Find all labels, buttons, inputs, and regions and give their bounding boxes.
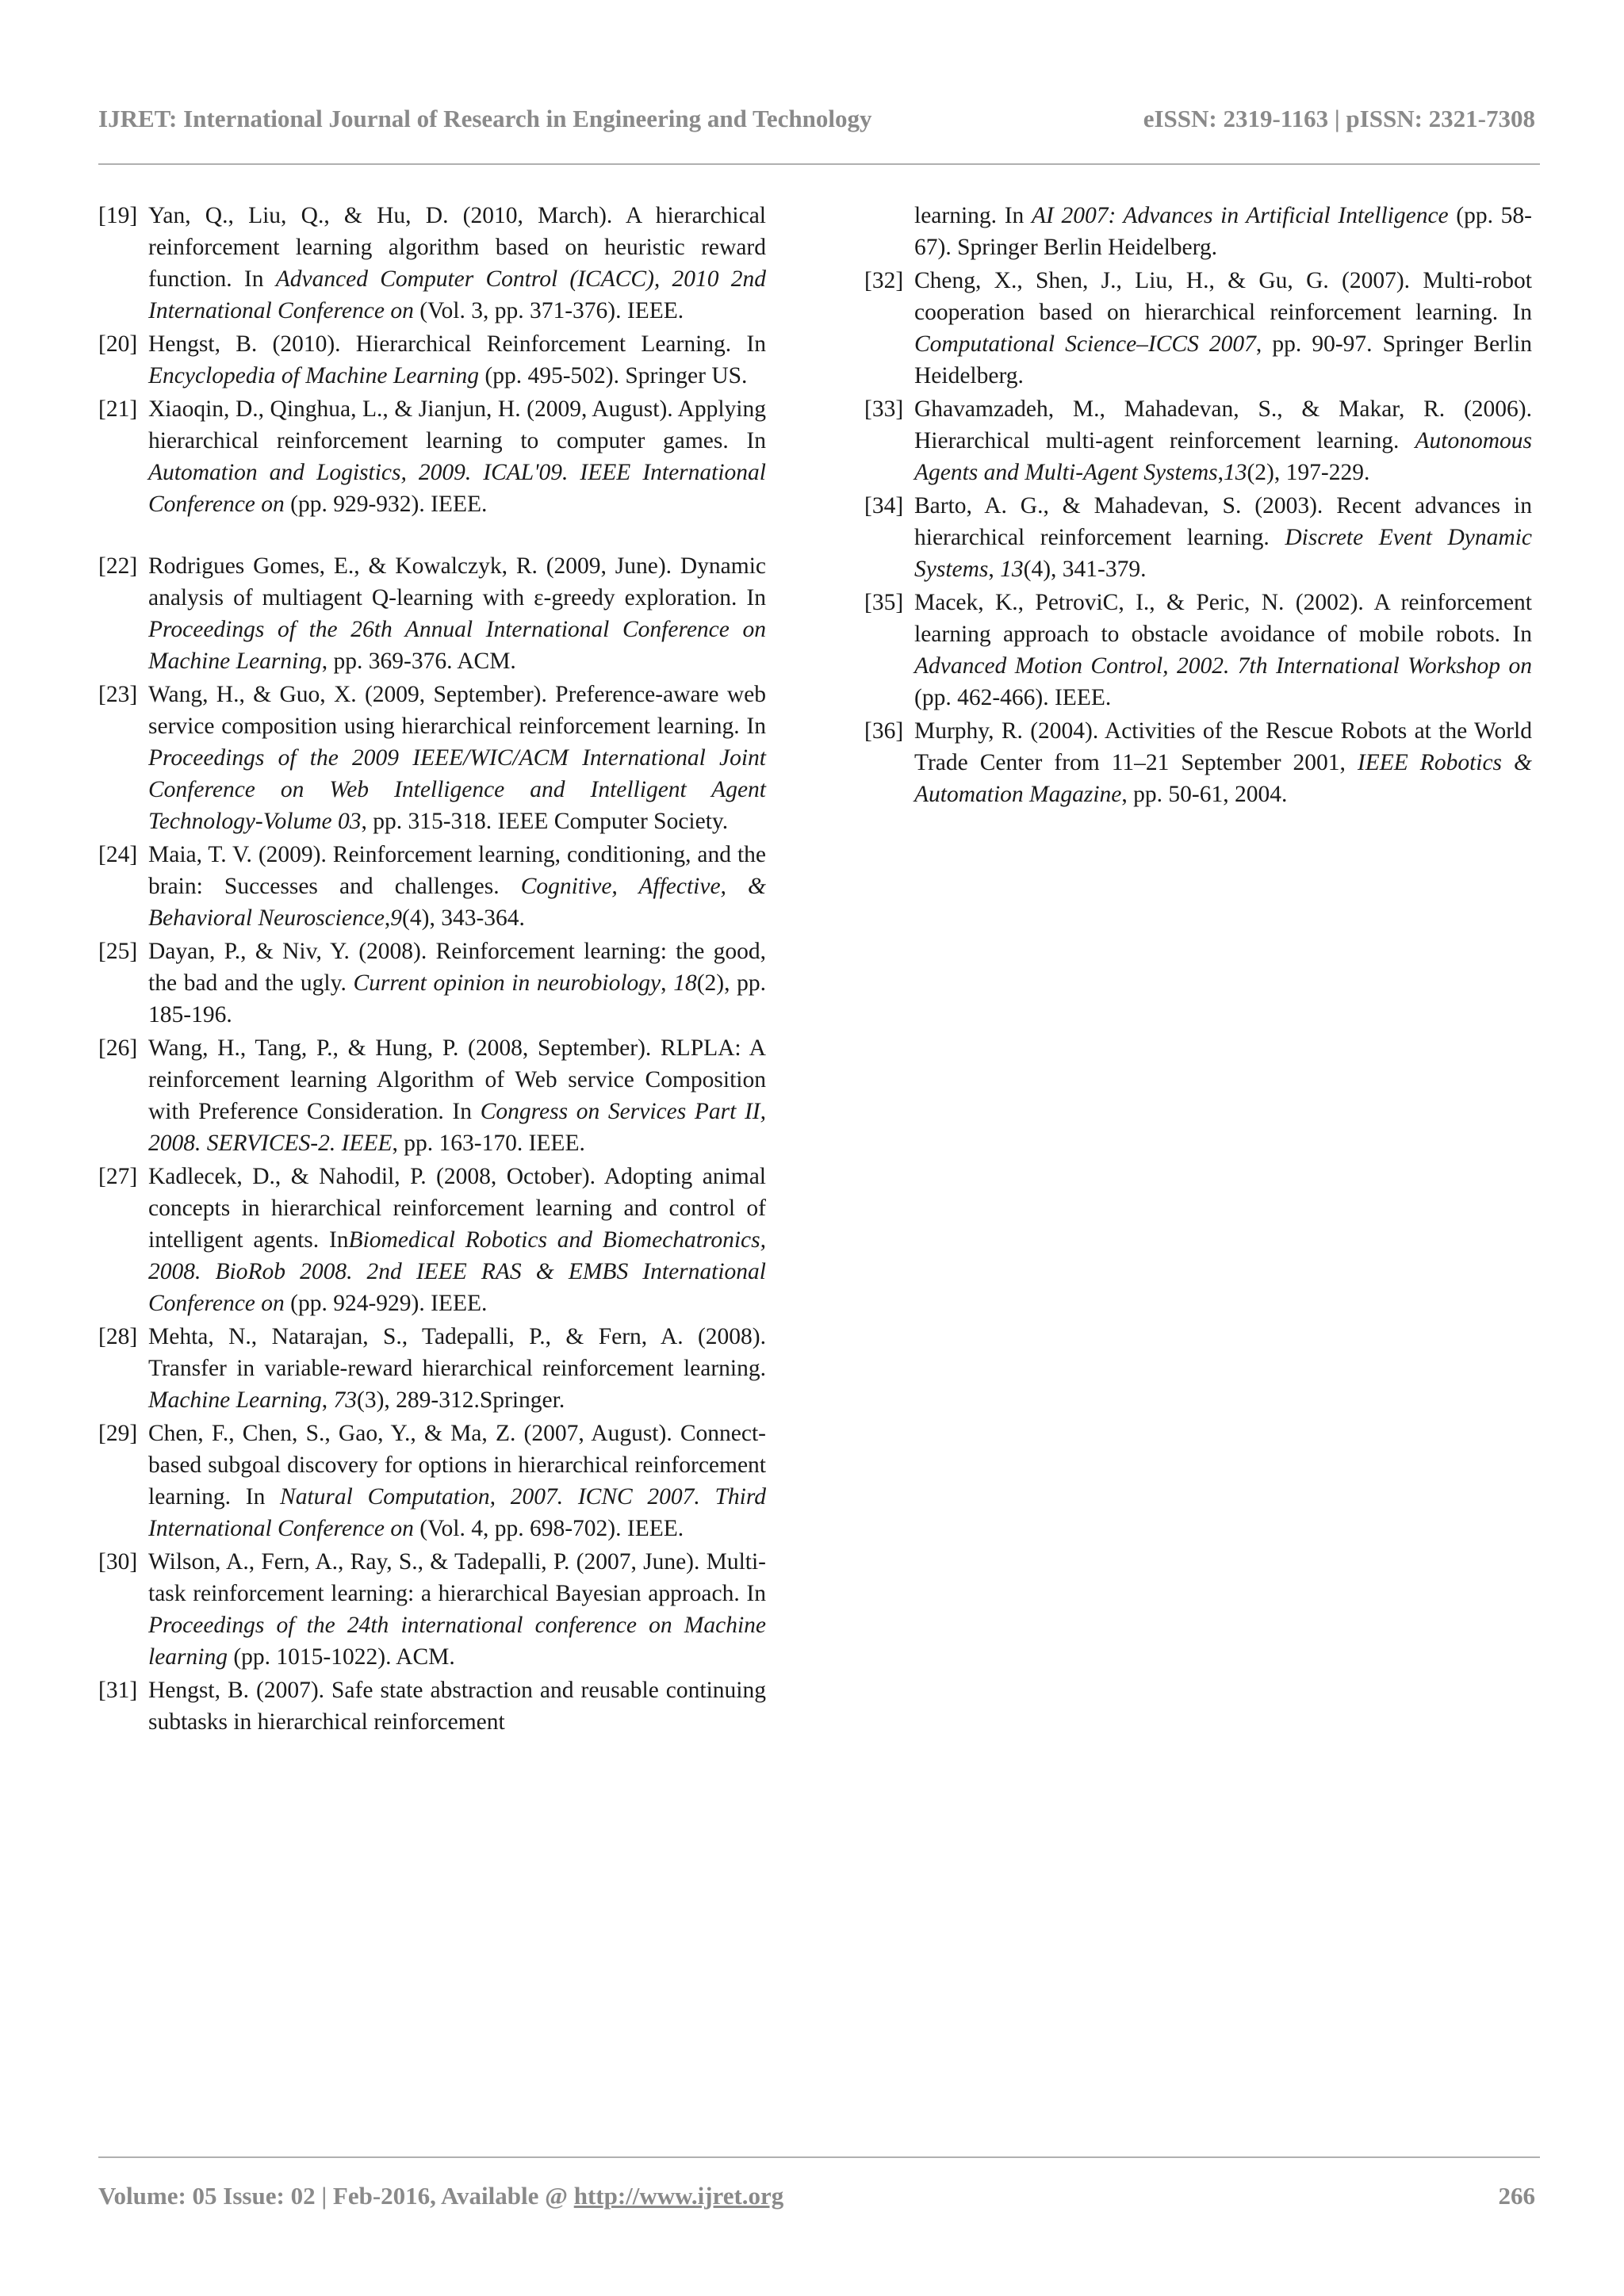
journal-title: IJRET: International Journal of Research in Engineering and Technology bbox=[98, 105, 872, 132]
reference-text: Wang, H., Tang, P., & Hung, P. (2008, September). RLPLA: A reinforcement learning Algorithm of Web service Composition with Preference Consideration. In Congress on Services Part II, 2008. SERVICES-2. IEEE, pp. 163-170. IEEE. bbox=[148, 1035, 766, 1156]
reference-text: Barto, A. G., & Mahadevan, S. (2003). Recent advances in hierarchical reinforcement learning. Discrete Event Dynamic Systems, 13(4), 341-379. bbox=[914, 493, 1532, 582]
reference-text: Chen, F., Chen, S., Gao, Y., & Ma, Z. (2007, August). Connect-based subgoal discovery for options in hierarchical reinforcement learning. In Natural Computation, 2007. ICNC 2007. Third International Conference on (Vol. 4, pp. 698-702). IEEE. bbox=[148, 1421, 766, 1541]
reference-number: [22] bbox=[98, 553, 138, 579]
issn-label: eISSN: 2319-1163 | pISSN: 2321-7308 bbox=[1143, 105, 1535, 132]
reference-item bbox=[864, 393, 1532, 488]
reference-item bbox=[864, 265, 1532, 392]
reference-item bbox=[864, 715, 1532, 810]
reference-item bbox=[864, 490, 1532, 585]
reference-item bbox=[98, 328, 766, 392]
reference-item bbox=[98, 679, 766, 837]
reference-item bbox=[98, 393, 766, 520]
reference-text: Macek, K., PetroviC, I., & Peric, N. (2002). A reinforcement learning approach to obstacle avoidance of mobile robots. In Advanced Motion Control, 2002. 7th International Workshop on (pp. 462-466). IEEE. bbox=[914, 590, 1532, 710]
reference-item bbox=[98, 839, 766, 934]
reference-item bbox=[98, 1674, 766, 1738]
reference-text: Ghavamzadeh, M., Mahadevan, S., & Makar, R. (2006). Hierarchical multi-agent reinforcement learning. Autonomous Agents and Multi-Agent Systems,13(2), 197-229. bbox=[914, 396, 1532, 485]
reference-text: Xiaoqin, D., Qinghua, L., & Jianjun, H. (2009, August). Applying hierarchical reinforcement learning to computer games. In Automation and Logistics, 2009. ICAL'09. IEEE International Conference on (pp. 929-932). IEEE. bbox=[148, 396, 766, 517]
reference-number: [20] bbox=[98, 331, 138, 357]
footer-divider bbox=[98, 2156, 1540, 2158]
reference-number: [24] bbox=[98, 842, 138, 867]
reference-number: [26] bbox=[98, 1035, 138, 1061]
page-footer bbox=[98, 2177, 1535, 2215]
reference-number: [36] bbox=[864, 718, 904, 744]
references-right-column bbox=[864, 200, 1532, 812]
reference-number: [35] bbox=[864, 590, 904, 615]
reference-item bbox=[864, 587, 1532, 714]
reference-item bbox=[98, 1161, 766, 1319]
reference-text: Murphy, R. (2004). Activities of the Rescue Robots at the World Trade Center from 11–21 September 2001, IEEE Robotics & Automation Magazine, pp. 50-61, 2004. bbox=[914, 718, 1532, 807]
reference-text: Hengst, B. (2010). Hierarchical Reinforcement Learning. In Encyclopedia of Machine Learning (pp. 495-502). Springer US. bbox=[148, 331, 766, 388]
references-left-column bbox=[98, 200, 766, 1739]
reference-number: [27] bbox=[98, 1164, 138, 1189]
reference-number: [19] bbox=[98, 203, 138, 228]
reference-item bbox=[98, 1321, 766, 1416]
reference-number: [30] bbox=[98, 1549, 138, 1575]
reference-item bbox=[98, 1032, 766, 1159]
reference-text: Wilson, A., Fern, A., Ray, S., & Tadepalli, P. (2007, June). Multi-task reinforcement learning: a hierarchical Bayesian approach. In Proceedings of the 24th international conference on Machine learning (pp. 1015-1022). ACM. bbox=[148, 1549, 766, 1670]
reference-text: Mehta, N., Natarajan, S., Tadepalli, P., & Fern, A. (2008). Transfer in variable-reward hierarchical reinforcement learning. Machine Learning, 73(3), 289-312.Springer. bbox=[148, 1324, 766, 1413]
reference-number: [28] bbox=[98, 1324, 138, 1349]
header-divider bbox=[98, 163, 1540, 165]
reference-text: Wang, H., & Guo, X. (2009, September). Preference-aware web service composition using hierarchical reinforcement learning. In Proceedings of the 2009 IEEE/WIC/ACM International Joint Conference on Web Intelligence and Intelligent Agent Technology-Volume 03, pp. 315-318. IEEE Computer Society. bbox=[148, 682, 766, 834]
reference-text: Rodrigues Gomes, E., & Kowalczyk, R. (2009, June). Dynamic analysis of multiagent Q-learning with ε-greedy exploration. In Proceedings of the 26th Annual International Conference on Machine Learning, pp. 369-376. ACM. bbox=[148, 553, 766, 674]
reference-item bbox=[98, 1546, 766, 1673]
reference-text: Dayan, P., & Niv, Y. (2008). Reinforcement learning: the good, the bad and the ugly. Current opinion in neurobiology, 18(2), pp. 185-196. bbox=[148, 939, 767, 1027]
reference-item bbox=[98, 936, 766, 1031]
reference-item bbox=[98, 200, 766, 327]
reference-item bbox=[98, 550, 766, 677]
reference-item bbox=[98, 1418, 766, 1544]
reference-number: [25] bbox=[98, 939, 138, 964]
reference-text: Kadlecek, D., & Nahodil, P. (2008, October). Adopting animal concepts in hierarchical reinforcement learning and control of intelligent agents. InBiomedical Robotics and Biomechatronics, 2008. BioRob 2008. 2nd IEEE RAS & EMBS International Conference on (pp. 924-929). IEEE. bbox=[148, 1164, 766, 1316]
reference-text: Cheng, X., Shen, J., Liu, H., & Gu, G. (2007). Multi-robot cooperation based on hierarchical reinforcement learning. In Computational Science–ICCS 2007, pp. 90-97. Springer Berlin Heidelberg. bbox=[914, 268, 1533, 388]
reference-number: [29] bbox=[98, 1421, 138, 1446]
reference-number: [21] bbox=[98, 396, 138, 422]
reference-number: [23] bbox=[98, 682, 138, 707]
page-header bbox=[98, 97, 1535, 141]
journal-link[interactable]: http://www.ijret.org bbox=[573, 2182, 784, 2210]
reference-text: Maia, T. V. (2009). Reinforcement learning, conditioning, and the brain: Successes and challenges. Cognitive, Affective, & Behavioral Neuroscience,9(4), 343-364. bbox=[148, 842, 766, 931]
reference-number: [33] bbox=[864, 396, 904, 422]
page-number: 266 bbox=[1498, 2182, 1535, 2210]
reference-continuation: learning. In AI 2007: Advances in Artificial Intelligence (pp. 58-67). Springer Berlin Heidelberg. bbox=[914, 203, 1532, 260]
reference-text: Hengst, B. (2007). Safe state abstraction and reusable continuing subtasks in hierarchical reinforcement bbox=[148, 1678, 766, 1735]
footer-volume: Volume: 05 Issue: 02 | Feb-2016, Available @ http://www.ijret.org bbox=[98, 2182, 784, 2210]
reference-number: [31] bbox=[98, 1678, 138, 1703]
reference-number: [34] bbox=[864, 493, 904, 519]
reference-text: Yan, Q., Liu, Q., & Hu, D. (2010, March). A hierarchical reinforcement learning algorithm based on heuristic reward function. In Advanced Computer Control (ICACC), 2010 2nd International Conference on (Vol. 3, pp. 371-376). IEEE. bbox=[148, 203, 766, 323]
reference-number: [32] bbox=[864, 268, 904, 293]
